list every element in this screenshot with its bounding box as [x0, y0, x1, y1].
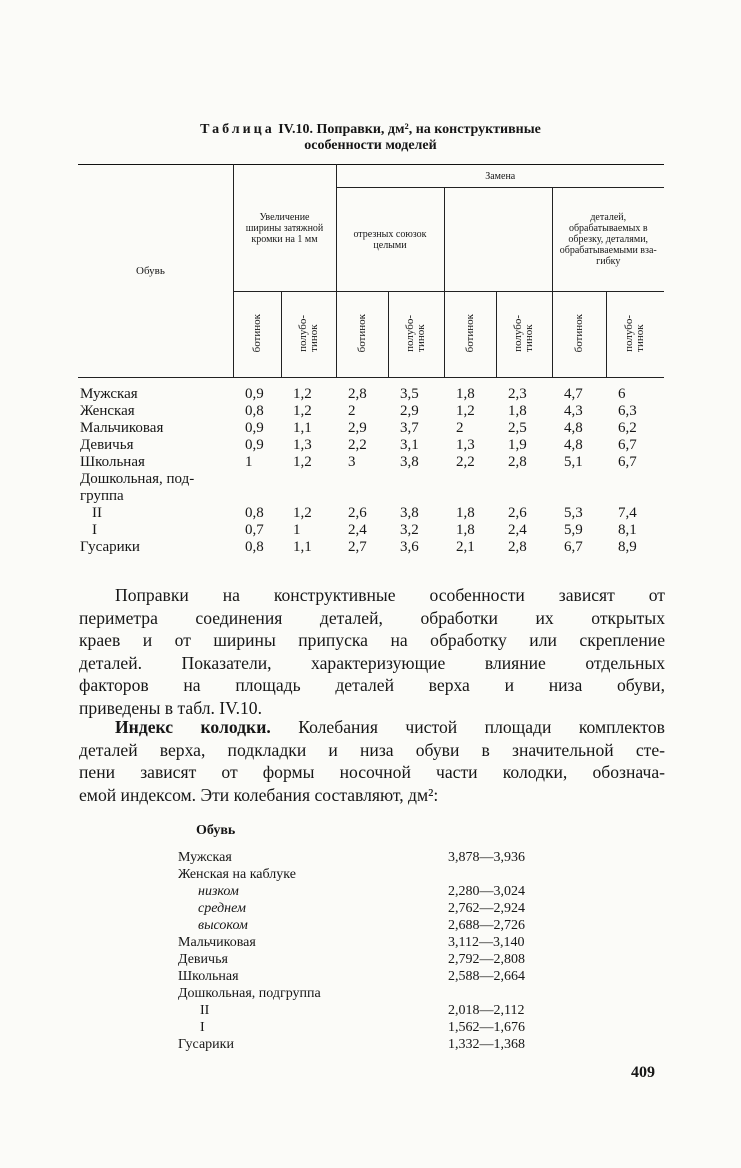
table-cell — [233, 471, 281, 488]
header-obuv: Обувь — [78, 165, 233, 378]
table-cell: 6 — [618, 386, 626, 402]
row-name: Женская — [80, 403, 135, 419]
list-item — [178, 1036, 558, 1053]
paragraph-last-index — [79, 716, 665, 806]
row-name: Мальчиковая — [80, 420, 164, 436]
page-number: 409 — [631, 1064, 655, 1081]
table-cell: 2,8 — [348, 386, 367, 402]
table-cell: 3,5 — [400, 386, 419, 402]
sub-polubotinok-3: полубо- тинок — [496, 292, 552, 378]
list-item-value — [448, 866, 558, 883]
table-row — [78, 403, 664, 420]
table-cell: 2,6 — [508, 505, 527, 521]
table-cell: 5,3 — [564, 505, 583, 521]
table-cell — [388, 488, 444, 505]
list-item-value: 1,562—1,676 — [448, 1020, 525, 1035]
table-caption — [0, 121, 741, 138]
row-name: Мужская — [80, 386, 138, 402]
sub-botinok-2: ботинок — [336, 292, 388, 378]
table-cell: 3,7 — [400, 420, 419, 436]
table-cell: 1,2 — [456, 403, 475, 419]
table-cell: 1,3 — [293, 437, 312, 453]
paragraph-line: Индекс колодки. Колебания чистой площади комплектов — [115, 717, 665, 737]
list-item-name: низком — [198, 884, 239, 899]
table-cell: 6,3 — [618, 403, 637, 419]
table-cell: 8,9 — [618, 539, 637, 555]
list-item — [178, 968, 558, 985]
paragraph-line: деталей верха, подкладки и низа обуви в значительной сте- — [79, 739, 665, 760]
caption-title-line1: Поправки, дм², на конструктивные — [316, 122, 541, 137]
caption-title-line2: особенности моделей — [304, 138, 437, 153]
table-cell: 2,1 — [456, 539, 475, 555]
table-cell: 0,8 — [245, 539, 264, 555]
index-variation-list — [178, 822, 558, 1053]
table-cell: 2,9 — [348, 420, 367, 436]
table-cell — [444, 488, 496, 505]
row-name: группа — [80, 488, 124, 504]
list-item-name: Девичья — [178, 952, 228, 967]
table-row — [78, 539, 664, 556]
table-cell: 6,7 — [618, 454, 637, 470]
table-cell: 7,4 — [618, 505, 637, 521]
paragraph-line: деталей. Показатели, характеризующие влияние отдельных — [79, 652, 665, 673]
list-item-name: Мужская — [178, 850, 232, 865]
table-cell: 8,1 — [618, 522, 637, 538]
row-name: Школьная — [80, 454, 145, 470]
caption-label: Таблица — [200, 122, 275, 137]
table-cell: 0,8 — [245, 403, 264, 419]
list-item-name: Мальчиковая — [178, 935, 256, 950]
list-item — [178, 934, 558, 951]
sub-botinok-1: ботинок — [233, 292, 281, 378]
table-cell: 2,6 — [348, 505, 367, 521]
table-cell: 4,7 — [564, 386, 583, 402]
table-cell — [233, 488, 281, 505]
list-item-value: 2,792—2,808 — [448, 952, 525, 967]
table-row — [78, 454, 664, 471]
table-cell — [552, 471, 606, 488]
table-row — [78, 378, 664, 404]
table-cell — [496, 471, 552, 488]
caption-number: IV.10. — [278, 122, 313, 137]
header-otrezn-soyuzok: отрезных союзок целыми — [336, 188, 444, 292]
list-item-name: Женская на каблуке — [178, 867, 296, 882]
table-row — [78, 437, 664, 454]
table-cell: 4,8 — [564, 420, 583, 436]
table-cell: 5,9 — [564, 522, 583, 538]
header-detaley: деталей, обрабатываемых в обрезку, деталями, обрабатываемыми вза-гибку — [552, 188, 664, 292]
list-item-value: 2,588—2,664 — [448, 969, 525, 984]
table-cell — [336, 488, 388, 505]
list-item-value: 2,280—3,024 — [448, 884, 525, 899]
paragraph-line: приведены в табл. IV.10. — [79, 697, 262, 718]
table-cell: 0,8 — [245, 505, 264, 521]
table-cell: 2,8 — [508, 454, 527, 470]
table-row — [78, 488, 664, 505]
table-cell: 2 — [456, 420, 464, 436]
table-row — [78, 420, 664, 437]
paragraph-line: пени зависят от формы носочной части колодки, обознача- — [79, 762, 665, 782]
list-item — [178, 900, 558, 917]
table-cell: 3,8 — [400, 454, 419, 470]
table-cell: 2,9 — [400, 403, 419, 419]
table-cell: 1 — [293, 522, 301, 538]
list-item-name: I — [200, 1020, 205, 1035]
table-cell: 3,1 — [400, 437, 419, 453]
list-item-value: 2,762—2,924 — [448, 901, 525, 916]
table-cell: 6,2 — [618, 420, 637, 436]
table-cell — [444, 471, 496, 488]
paragraph-line: периметра соединения деталей, обработки их открытых — [79, 607, 665, 628]
sub-botinok-3: ботинок — [444, 292, 496, 378]
table-row — [78, 505, 664, 522]
header-uvelichenie: Увеличение ширины затяжной кромки на 1 мм — [233, 165, 336, 292]
table-cell: 3 — [348, 454, 356, 470]
table-cell: 2,3 — [508, 386, 527, 402]
sub-polubotinok-4: полубо- тинок — [606, 292, 664, 378]
table-cell: 2,4 — [348, 522, 367, 538]
list-item-value — [448, 985, 558, 1002]
table-cell: 0,9 — [245, 420, 264, 436]
table-cell: 1,3 — [456, 437, 475, 453]
table-cell: 3,8 — [400, 505, 419, 521]
list-item-value: 1,332—1,368 — [448, 1037, 525, 1052]
sub-polubotinok-2: полубо- тинок — [388, 292, 444, 378]
table-cell — [388, 471, 444, 488]
list-item-name: Школьная — [178, 969, 239, 984]
paragraph-corrections — [79, 584, 665, 719]
table-cell: 2,2 — [456, 454, 475, 470]
list-item — [178, 1019, 558, 1036]
section-heading: Индекс колодки. — [115, 717, 271, 737]
table-cell: 1,9 — [508, 437, 527, 453]
paragraph-line: емой индексом. Эти колебания составляют, дм²: — [79, 784, 439, 805]
table-cell: 0,9 — [245, 437, 264, 453]
table-cell: 1,8 — [508, 403, 527, 419]
list-item-name: Дошкольная, подгруппа — [178, 986, 321, 1001]
row-name: Гусарики — [80, 539, 140, 555]
row-name: Девичья — [80, 437, 134, 453]
table-cell: 5,1 — [564, 454, 583, 470]
table-cell: 1,8 — [456, 505, 475, 521]
header-zamena: Замена — [336, 165, 664, 188]
table-cell — [606, 488, 664, 505]
table-cell — [606, 471, 664, 488]
table-cell — [281, 488, 336, 505]
table-cell: 1,8 — [456, 522, 475, 538]
table-cell: 3,6 — [400, 539, 419, 555]
list-item-name: Гусарики — [178, 1037, 234, 1052]
list-item-value: 2,688—2,726 — [448, 918, 525, 933]
list-item-name: среднем — [198, 901, 246, 916]
table-cell: 0,9 — [245, 386, 264, 402]
header-otrezn-berrtsev — [444, 188, 552, 292]
list-item — [178, 1002, 558, 1019]
table-cell — [552, 488, 606, 505]
table-cell: 1,8 — [456, 386, 475, 402]
table-cell: 2,2 — [348, 437, 367, 453]
list-item-name: высоком — [198, 918, 248, 933]
table-cell: 0,7 — [245, 522, 264, 538]
table-cell: 4,8 — [564, 437, 583, 453]
table-cell: 2,5 — [508, 420, 527, 436]
list-item — [178, 849, 558, 866]
table-cell: 4,3 — [564, 403, 583, 419]
row-name: I — [92, 522, 97, 538]
list-item-value: 2,018—2,112 — [448, 1003, 525, 1018]
table-cell: 3,2 — [400, 522, 419, 538]
table-cell — [281, 471, 336, 488]
table-cell: 2,8 — [508, 539, 527, 555]
table-cell: 1,1 — [293, 539, 312, 555]
table-cell: 1,2 — [293, 403, 312, 419]
table-cell: 6,7 — [618, 437, 637, 453]
table-cell — [336, 471, 388, 488]
list-item — [178, 917, 558, 934]
table-cell — [496, 488, 552, 505]
table-cell: 1,1 — [293, 420, 312, 436]
table-cell: 1,2 — [293, 386, 312, 402]
table-row — [78, 522, 664, 539]
list-header: Обувь — [196, 823, 236, 838]
sub-polubotinok-1: полубо- тинок — [281, 292, 336, 378]
table-cell: 2,7 — [348, 539, 367, 555]
table-cell: 1 — [245, 454, 253, 470]
sub-botinok-4: ботинок — [552, 292, 606, 378]
paragraph-line: факторов на площадь деталей верха и низа обуви, — [79, 675, 665, 695]
list-item-name: II — [200, 1003, 210, 1018]
list-item — [178, 883, 558, 900]
paragraph-line: краев и от ширины припуска на обработку или скрепление — [79, 630, 665, 650]
list-item-value: 3,112—3,140 — [448, 935, 525, 950]
list-item-value: 3,878—3,936 — [448, 850, 525, 865]
corrections-table — [78, 164, 664, 556]
table-cell: 1,2 — [293, 454, 312, 470]
paragraph-line: Поправки на конструктивные особенности зависят от — [115, 585, 665, 605]
table-cell: 1,2 — [293, 505, 312, 521]
list-item — [178, 866, 558, 883]
table-row — [78, 471, 664, 488]
row-name: II — [92, 505, 102, 521]
table-cell: 6,7 — [564, 539, 583, 555]
table-cell: 2 — [348, 403, 356, 419]
list-item — [178, 985, 558, 1002]
list-item — [178, 951, 558, 968]
table-cell: 2,4 — [508, 522, 527, 538]
row-name: Дошкольная, под- — [80, 471, 195, 487]
